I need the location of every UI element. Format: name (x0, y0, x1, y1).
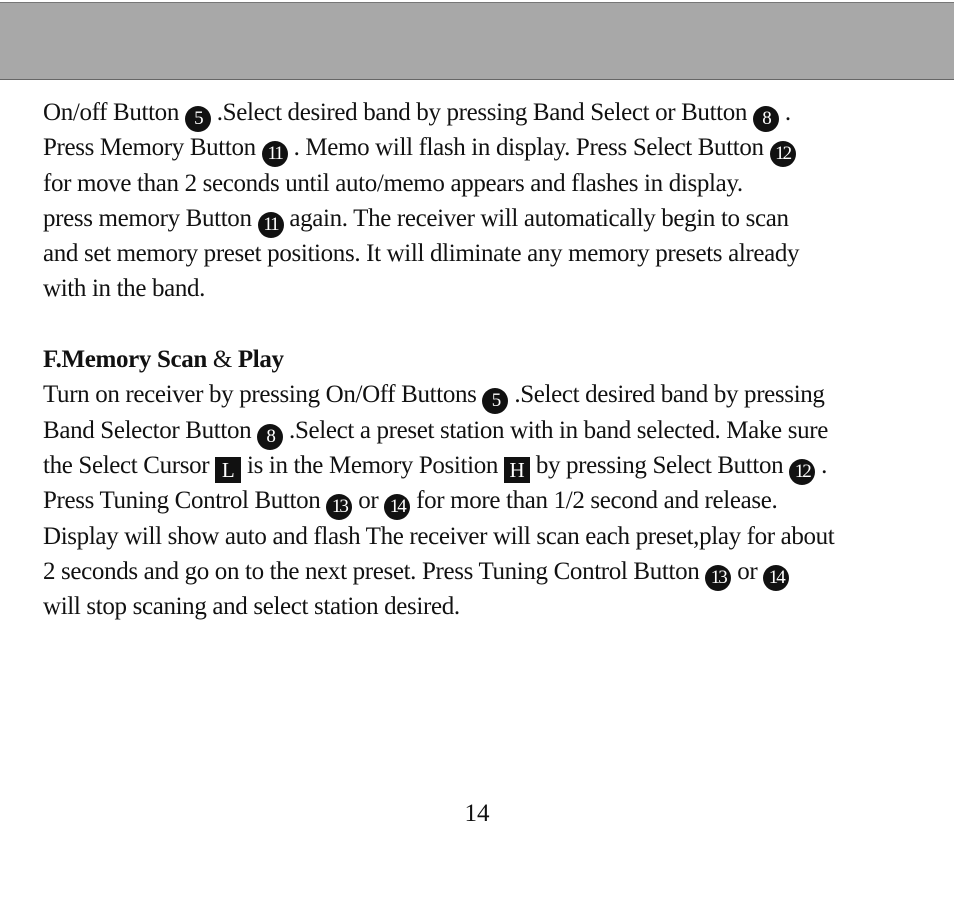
button-13-icon: 13 (705, 565, 731, 591)
section-line-6: 2 seconds and go on to the next preset. Press Tuning Control Button 13 or 14 (43, 554, 943, 589)
section-line-3: the Select Cursor L is in the Memory Position H by pressing Select Button 12 . (43, 448, 943, 483)
button-11-icon: 11 (258, 212, 284, 238)
button-5-icon: 5 (482, 388, 508, 414)
button-14-icon: 14 (384, 494, 410, 520)
section-heading: F.Memory Scan & Play (43, 346, 284, 374)
section-line-4: Press Tuning Control Button 13 or 14 for more than 1/2 second and release. (43, 483, 943, 518)
button-5-icon: 5 (185, 106, 211, 132)
button-8-icon: 8 (257, 424, 283, 450)
position-h-icon: H (504, 457, 530, 483)
button-8-icon: 8 (753, 106, 779, 132)
button-12-icon: 12 (789, 459, 815, 485)
section-line-5: Display will show auto and flash The receiver will scan each preset,play for about (43, 522, 835, 550)
intro-line-2: Press Memory Button 11 . Memo will flash in display. Press Select Button 12 (43, 130, 943, 165)
intro-line-4: press memory Button 11 again. The receiver will automatically begin to scan (43, 201, 943, 236)
intro-line-3: for move than 2 seconds until auto/memo appears and flashes in display. (43, 169, 743, 197)
cursor-l-icon: L (215, 457, 241, 483)
section-line-2: Band Selector Button 8 .Select a preset station with in band selected. Make sure (43, 413, 943, 448)
intro-line-6: with in the band. (43, 275, 206, 303)
button-14-icon: 14 (763, 565, 789, 591)
section-line-1: Turn on receiver by pressing On/Off Buttons 5 .Select desired band by pressing (43, 377, 943, 412)
section-line-7: will stop scaning and select station desired. (43, 593, 460, 621)
intro-line-5: and set memory preset positions. It will dliminate any memory presets already (43, 240, 800, 268)
page-number: 14 (464, 800, 490, 827)
manual-text (43, 95, 943, 624)
button-11-icon: 11 (262, 141, 288, 167)
intro-line-1: On/off Button 5 .Select desired band by pressing Band Select or Button 8 . (43, 95, 943, 130)
button-12-icon: 12 (770, 141, 796, 167)
button-13-icon: 13 (326, 494, 352, 520)
header-bar (0, 2, 954, 80)
